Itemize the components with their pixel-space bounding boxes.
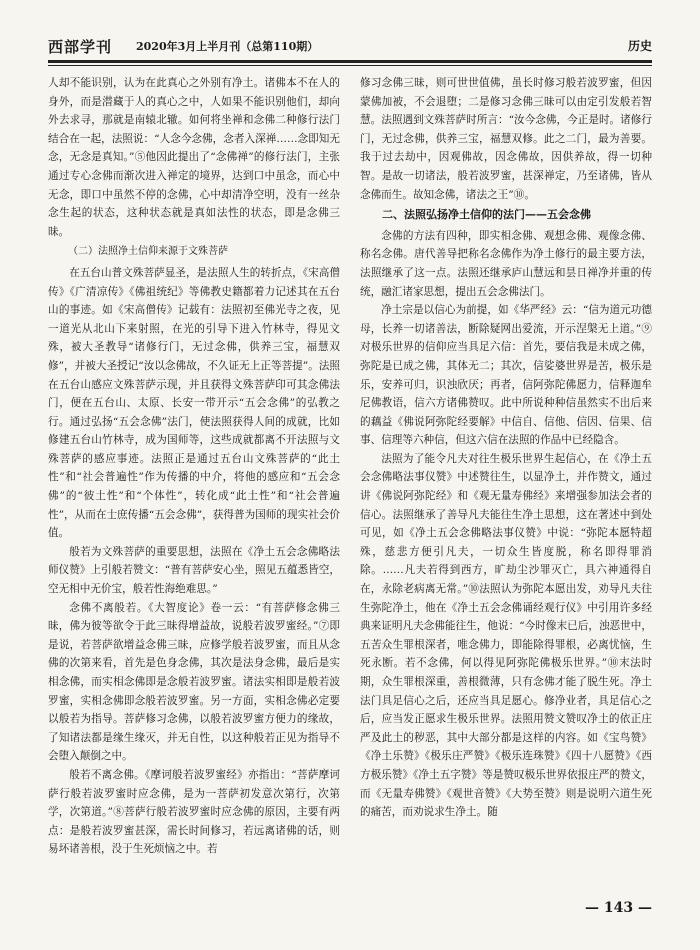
right-column: [360, 74, 652, 822]
body-paragraph: 般若不离念佛。《摩诃般若波罗蜜经》亦指出：“菩萨摩诃萨行般若波罗蜜时应念佛，是为一菩萨初发意次第行，次第学，次第道。”⑧菩萨行般若波罗蜜时应念佛的原因，主要有两点：是般若波罗蜜甚深，需长时间修习，若远离诸佛的话，则易坏诸善根，没于生死烦恼之中。若: [48, 768, 340, 856]
page-number: — 143 —: [585, 900, 652, 916]
body-paragraph: 般若为文殊菩萨的重要思想，法照在《净土五会念佛略法师仪赞》上引般若赞文：“普有菩萨安心坐，照见五蕴悉皆空，空无相中无价宝，般若性海绝难思。”: [48, 545, 340, 596]
body-paragraph: 修习念佛三昧，则可世世值佛，虽长时修习般若波罗蜜，但因蒙佛加被，不会退堕；二是修习念佛三昧可以由定引发般若智慧。法照遇到文殊菩萨时所言：“汝今念佛，今正是时。诸修行门，无过念佛，供养三宝，福慧双修。此之二门，最为善要。我于过去劫中，因观佛故，因念佛故，因供养故，得一切种智。是故一切诸法，般若波罗蜜，甚深禅定，乃至诸佛，皆从念佛而生。故知念佛，诸法之王”⑩。: [360, 77, 652, 201]
page-header: [48, 34, 652, 58]
body-paragraph: 法照为了能令凡夫对往生极乐世界生起信心，在《净土五会念佛略法事仪赞》中述赞往生，以显净土，并作赞文，通过讲《佛说阿弥陀经》和《观无量寿佛经》来增强参加法会者的信心。法照继承了善导凡夫能往生净土思想，这在著述中到处可见，如《净土五会念佛略法事仪赞》中说：“弥陀本愿特超殊，慈悲方便引凡夫，一切众生皆度脱，称名即得罪消除。……凡夫若得到西方，旷劫尘沙罪灭亡，具六神通得自在，永除老病离无常。”⑩法照认为弥陀本愿出发，劝导凡夫往生弥陀净土，他在《净土五会念佛诵经观行仪》中引用许多经典来证明凡夫念佛能往生，他说：“今时像末已后，浊恶世中，五苦众生罪根深者，唯念佛力，即能除得罪根，必离忧恼，生死永断。若不念佛，何以得见阿弥陀佛极乐世界。”⑩末法时期，众生罪根深重，善根微薄，只有念佛才能了脱生死。净土法门具足信心之后，还应当具足愿心。修净业者，具足信心之后，应当发正愿求生极乐世界。法照用赞文赞叹净土的依正庄严及此土的秽恶，其中大部分都是这样的内容。如《宝鸟赞》《净土乐赞》《极乐庄严赞》《极乐连珠赞》《四十八愿赞》《西方极乐赞》《净土五字赞》等是赞叹极乐世界依报庄严的赞文，而《无量寿佛赞》《观世音赞》《大势至赞》则是说明六道生死的痛苦，而劝说求生净土。随: [360, 452, 652, 819]
header-rule-thin: [48, 65, 652, 66]
left-column: [48, 74, 340, 859]
section-label: 历史: [627, 39, 652, 53]
header-rule-thick: [48, 60, 652, 63]
subsection-heading: （二）法照净土信仰来源于文殊菩萨: [68, 246, 228, 258]
section-heading: 二、法照弘扬净土信仰的法门——五会念佛: [382, 208, 591, 222]
body-paragraph: 念佛的方法有四种，即实相念佛、观想念佛、观像念佛、称名念佛。唐代善导把称名念佛作为净土修行的最主要方法，法照继承了这一点。法照还继承庐山慧远和昙日禅净并重的传统，融汇诸家思想，提出五会念佛法门。: [360, 229, 652, 298]
body-paragraph: 在五台山普文殊菩萨显圣，是法照人生的转折点，《宋高僧传》《广清凉传》《佛祖统纪》等佛教史籍都着力记述其在五台山的事迹。如《宋高僧传》记载有：法照初至佛光寺之夜，见一道光从北山下来射照，在光的引导下进入竹林寺，得见文殊，被大圣教导“诸修行门，无过念佛，供养三宝，福慧双修”，并被大圣授记“汝以念佛故，不久证无上正等菩提”。法照在五台山感应文殊菩萨示现，并且获得文殊菩萨印可其念佛法门，便在五台山、太原、长安一带开示“五会念佛”的弘教之行。通过弘扬“五会念佛”法门，使法照获得人间的成就，比如修建五台山竹林寺，成为国师等，这些成就都离不开法照与文殊菩萨的感应事迹。法照正是通过五台山文殊菩萨的“此土性”和“社会普遍性”作为传播的中介，将他的感应和“五会念佛”的“彼土性”和“个体性”，转化成“此土性”和“社会普遍性”，从而在士庶传播“五会念佛”，获得普为国师的现实社会价值。: [48, 266, 340, 540]
body-paragraph: 念佛不离般若。《大智度论》卷一云：“有菩萨修念佛三昧，佛为彼等欲令于此三昧得增益故，说般若波罗蜜经。”⑦即是说，若菩萨欲增益念佛三昧，应修学般若波罗蜜，而且从念佛的次第来看，首先是色身念佛，其次是法身念佛，最后是实相念佛，而实相念佛即是念般若波罗蜜。诸法实相即是般若波罗蜜，实相念佛即念般若波罗蜜。另一方面，实相念佛必定要以般若为指导。菩萨修习念佛，以般若波罗蜜方便力的缘故，了知诸法都是缘生缘灭，并无自性，以这种般若正见为指导不会堕入颠倒之中。: [48, 601, 340, 763]
journal-logo: 西部学刊: [48, 38, 113, 56]
body-paragraph: 人却不能识别，认为在此真心之外别有净土。诸佛本不在人的身外，而是潜藏于人的真心之中，人如果不能识别他们，却向外去求寻，那就是南辕北辙。如何将坐禅和念佛二种修行法门结合在一起，法照说：“人念今念佛，念者入深禅……念即知无念，无念是真知。”⑤他因此提出了“念佛禅”的修行法门，主张通过专心念佛而渐次进入禅定的境界，达到口中虽念，而心中无念，即口中虽然不停的念佛，心中却清净空明，没有一丝杂念生起的状态，这种状态就是真如法性的状态，即是念佛三昧。: [48, 77, 340, 238]
issue-info: 2020年3月上半月刊（总第110期）: [136, 40, 319, 53]
body-paragraph: 净土宗是以信心为前提，如《华严经》云：“信为道元功德母，长养一切诸善法，断除疑网出爱流，开示涅槃无上道。”⑨对极乐世界的信仰应当具足六信：首先，要信我是未成之佛，弥陀是已成之佛，其体无二；其次，信娑婆世界是苦，极乐是乐，安养可归，识浊欣厌；再者，信阿弥陀佛愿力，信释迦牟尼佛教语，信六方诸佛赞叹。此中所说种种信虽然实不出后来的藕益《佛说阿弥陀经要解》中信自、信他、信因、信果、信事、信理等六种信，但这六信在法照的作品中已经隐含。: [360, 304, 652, 447]
